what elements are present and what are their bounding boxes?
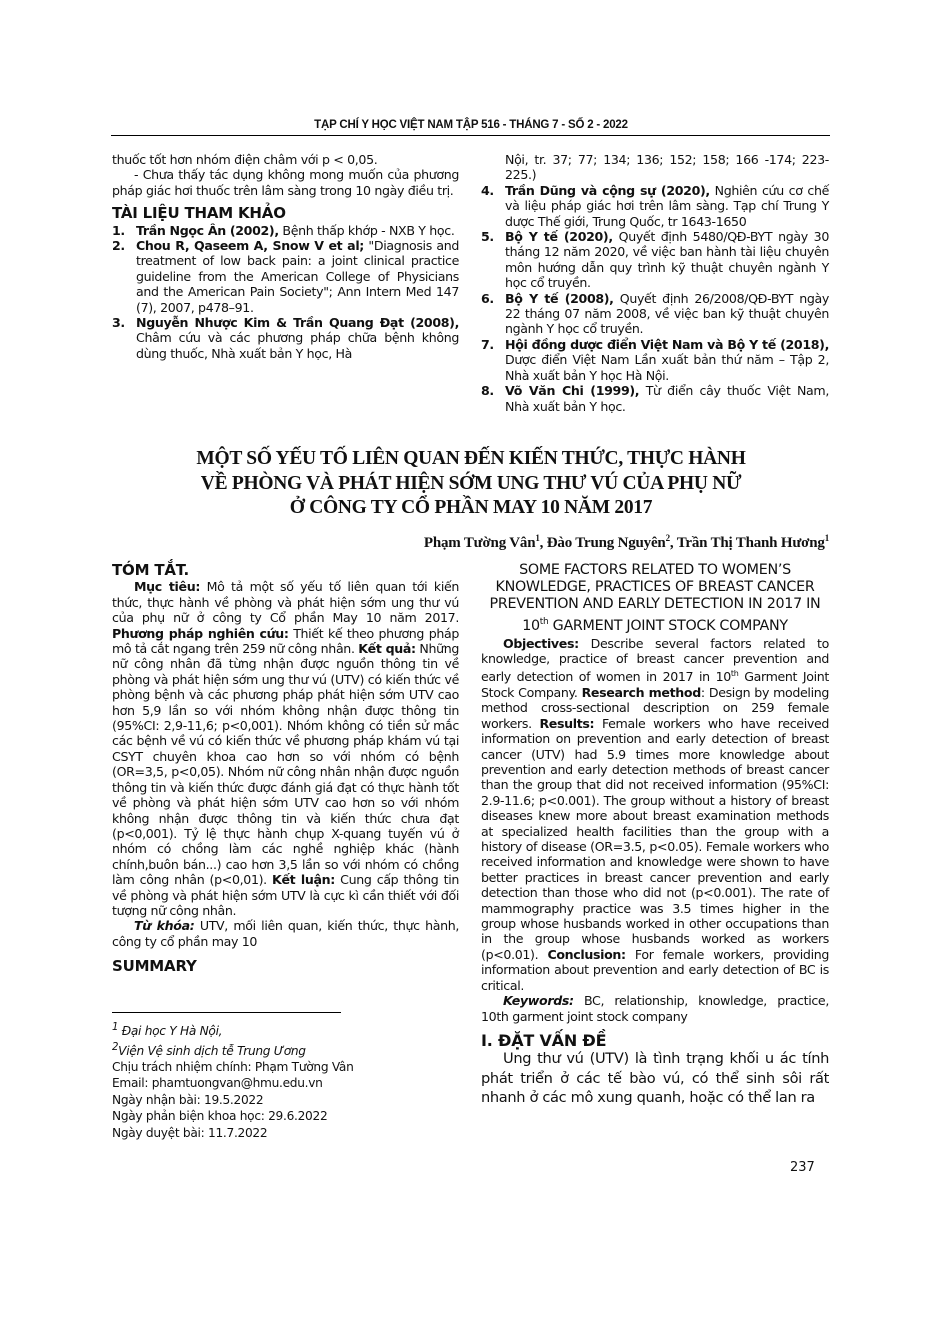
reference-item-continued: Nội, tr. 37; 77; 134; 136; 152; 158; 166 -174; 223-225.) [505,152,829,183]
abstract-vi-heading: TÓM TẮT. [112,561,190,579]
reference-author: Bộ Y tế (2008), [505,290,614,306]
running-head: TẠP CHÍ Y HỌC VIỆT NAM TẬP 516 - THÁNG 7 - SỐ 2 - 2022 [314,119,628,131]
reference-author: Trần Dũng và cộng sự (2020), [505,182,710,198]
prev-article-left-column [112,152,459,361]
section-heading-introduction: I. ĐẶT VẤN ĐỀ [481,1030,607,1050]
reference-item: 1. Trần Ngọc Ân (2002), Bệnh thấp khớp - NXB Y học. [112,222,455,238]
reference-item: 5. Bộ Y tế (2020), Quyết định 5480/QĐ-BYT ngày 30 tháng 12 năm 2020, về việc ban hành tài liệu chuyên môn hướng dẫn quy trình kỹ thuật chuyên ngành Y học cổ truyền. [481,229,829,291]
author-name: Phạm Tường Vân [423,535,536,551]
reference-item: 3. Nguyễn Nhược Kim & Trần Quang Đạt (2008), Châm cứu và các phương pháp chữa bệnh không dùng thuốc, Nhà xuất bản Y học, Hà [112,315,459,361]
author-email: Email: phamtuongvan@hmu.edu.vn [112,1076,323,1091]
summary-heading: SUMMARY [112,957,197,976]
date-accepted: Ngày duyệt bài: 11.7.2022 [112,1125,268,1140]
title-line: MỘT SỐ YẾU TỐ LIÊN QUAN ĐẾN KIẾN THỨC, THỰC HÀNH [196,448,746,469]
references-heading: TÀI LIỆU THAM KHẢO [112,204,286,223]
reference-item: 2. Chou R, Qaseem A, Snow V et al; "Diagnosis and treatment of low back pain: a joint clinical practice guideline from the American College of Physicians and the American Pain Society"; Ann Intern Med 147 (7), 2007, p478–91. [112,238,459,315]
affiliation-1: $^1$ Đại học Y Hà Nội, [112,1022,223,1039]
reference-item: 4. Trần Dũng và cộng sự (2020), Nghiên cứu cơ chế và liệu pháp giác hơi trên lâm sàng. Tạp chí Trung Y dược Thế giới, Trung Quốc, tr 1643-1650 [481,182,829,229]
prev-conclusion-line-2: - Chưa thấy tác dụng không mong muốn của phương pháp giác hơi thuốc trên lâm sàng trong 10 ngày điều trị. [112,167,459,198]
footnotes [112,1020,452,1141]
prev-article-right-column [481,152,829,414]
reference-item: 8. Võ Văn Chi (1999), Từ điển cây thuốc Việt Nam, Nhà xuất bản Y học. [481,383,829,414]
reference-item: 7. Hội đồng dược điển Việt Nam và Bộ Y tế (2018), Dược điển Việt Nam Lần xuất bản thứ năm – Tập 2, Nhà xuất bản Y học Hà Nội. [481,336,829,383]
date-reviewed: Ngày phản biện khoa học: 29.6.2022 [112,1109,328,1124]
author-list: Phạm Tường Vân$^1$, Đào Trung Nguyên$^2$, Trần Thị Thanh Hương$^1$ [423,533,829,551]
abstract-vi-body: Mục tiêu: Mô tả một số yếu tố liên quan tới kiến thức, thực hành về phòng và phát hiện sớm ung thư vú của phụ nữ ở công ty Cổ phần May 10 năm 2017. Phương pháp nghiên cứu: Thiết kế theo phương pháp mô tả cắt ngang trên 259 nữ công nhân. Kết quả: Những nữ công nhân đã từng nhận được nguồn thông tin về phòng và phát hiện sớm ung thư vú (UTV) có kiến thức về phòng bệnh và các phương pháp phát hiện sớm UTV cao hơn 5,9 lần so với nhóm không nhận được thông tin (95%CI: 2,9-11,6; p<0,001). Nhóm không có tiền sử mắc các bệnh về vú có kiến thức về phương pháp khám vú tại CSYT chuyên khoa cao hơn so với nhóm có bệnh (OR=3,5, p<0,05). Nhóm nữ công nhân nhận được nguồn thông tin và kiến thức được đánh giá đạt có thực hành tốt về phòng và phát hiện sớm UTV cao hơn so với nhóm không nhận được thông tin và kiến thức chưa đạt (p<0,001). Tỷ lệ thực hành chụp X-quang tuyến vú ở nhóm có chồng làm các nghề nghiệp khác (hành chính,buôn bán...) cao hơn 3,5 lần so với nhóm có chồng làm công nhân (p<0,01). Kết luận: Cung cấp thông tin về phòng và phát hiện sớm UTV là cực kì cần thiết với đối tượng nữ công nhân. [112,579,460,918]
english-title: SOME FACTORS RELATED TO WOMEN’S KNOWLEDGE, PRACTICES OF BREAST CANCER PREVENTION AND EARLY DETECTION IN 2017 IN 10th GARMENT JOINT STOCK COMPANY [489,562,821,634]
prev-conclusion-line-1: thuốc tốt hơn nhóm điện châm với p < 0,05. [112,152,378,167]
abstract-en-keywords: Keywords: BC, relationship, knowledge, practice, 10th garment joint stock company [481,993,829,1024]
reference-author: Nguyễn Nhược Kim & Trần Quang Đạt (2008), [136,315,459,331]
title-line: Ở CÔNG TY CỔ PHẦN MAY 10 NĂM 2017 [289,497,653,518]
reference-item: 6. Bộ Y tế (2008), Quyết định 26/2008/QĐ-BYT ngày 22 tháng 07 năm 2008, về việc ban kỹ thuật chuyên ngành Y học cổ truyền. [481,290,829,337]
references-list [112,223,459,362]
author-name: Đào Trung Nguyên [546,535,666,551]
header-rule [111,135,830,136]
references-list-continued [481,152,829,414]
reference-author: Chou R, Qaseem A, Snow V et al; [136,238,364,254]
abstract-vi [112,563,459,976]
article-title [112,447,830,521]
abstract-vi-keywords: Từ khóa: UTV, mối liên quan, kiến thức, thực hành, công ty cổ phần may 10 [112,918,459,949]
author-name: Trần Thị Thanh Hương [676,535,825,551]
affiliation-2: $^2$Viện Vệ sinh dịch tễ Trung Ương [112,1041,306,1058]
introduction-text: Ung thư vú (UTV) là tình trạng khối u ác tính phát triển ở các tế bào vú, có thể sinh sôi rất nhanh ở các mô xung quanh, hoặc có thể lan ra [481,1050,829,1107]
reference-author: Hội đồng dược điển Việt Nam và Bộ Y tế (2018), [505,336,829,352]
title-line: VỀ PHÒNG VÀ PHÁT HIỆN SỚM UNG THƯ VÚ CỦA PHỤ NỮ [200,472,742,494]
abstract-en-body: Objectives: Describe several factors related to knowledge, practice of breast cancer prevention and early detection of women in 2017 in 10th Garment Joint Stock Company. Research method: Design by modeling method cross-sectional description on 259 female workers. Results: Female workers who have received information on prevention and early detection of breast cancer (UTV) had 5.9 times more knowledge about prevention and early detection methods of breast cancer than the group that did not received information (95%CI: 2.9-11.6; p<0.001). The group without a history of breast diseases knew more about breast examination methods at specialized health facilities than the group with a history of disease (OR=3.5, p<0.05). Female workers who received information and knowledge were shown to have better practices in breast cancer prevention and early detection than those who did not (p<0.001). The rate of mammography practice was 3.5 times higher in the group whose husbands worked in other occupations than in the group whose husbands worked as workers (p<0.01). Conclusion: For female workers, providing information about prevention and early detection of BC is critical. [481,635,830,993]
reference-author: Võ Văn Chi (1999), [505,383,640,399]
footnote-rule [112,1012,341,1013]
reference-author: Bộ Y tế (2020), [505,229,613,245]
reference-author: Trần Ngọc Ân (2002), [136,222,279,238]
responsible-author: Chịu trách nhiệm chính: Phạm Tường Vân [112,1059,354,1074]
page-number: 237 [790,1160,815,1175]
date-received: Ngày nhận bài: 19.5.2022 [112,1092,264,1107]
abstract-en [481,562,829,1108]
